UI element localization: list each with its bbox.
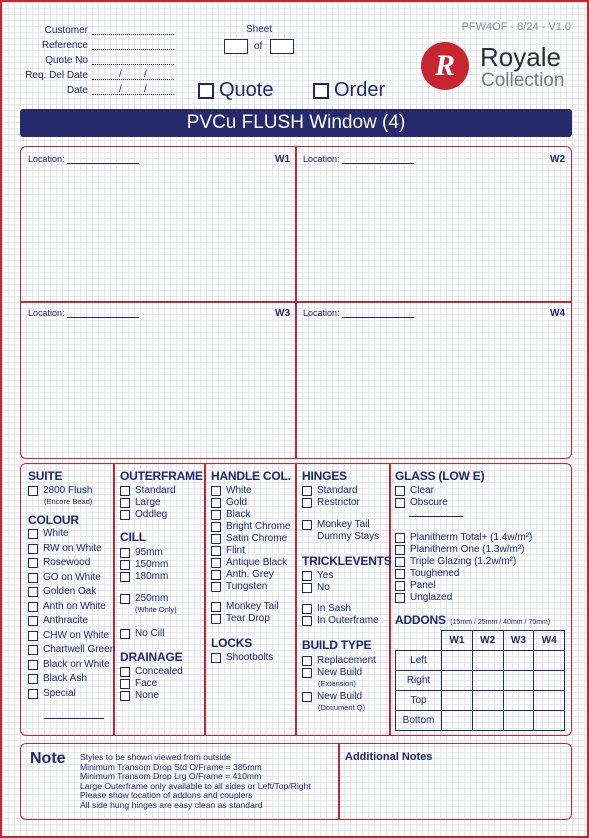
drainage-heading: DRAINAGE bbox=[120, 650, 183, 664]
notes-divider bbox=[338, 744, 340, 819]
colour-option[interactable] bbox=[28, 572, 115, 584]
checkbox[interactable] bbox=[120, 510, 130, 520]
addons-cell[interactable] bbox=[534, 671, 565, 691]
handle-option[interactable] bbox=[211, 581, 291, 593]
checkbox[interactable] bbox=[395, 486, 405, 496]
option-label: Large bbox=[135, 497, 161, 508]
option-label: Flint bbox=[226, 545, 245, 556]
option-label: Standard bbox=[317, 485, 358, 496]
option-label: Triple Glazing (1.2w/m²) bbox=[410, 556, 517, 567]
checkbox[interactable] bbox=[395, 593, 405, 603]
cill-group-2 bbox=[120, 593, 177, 615]
option-label: Yes bbox=[317, 570, 334, 581]
option-label: Oddleg bbox=[135, 509, 168, 520]
checkbox[interactable] bbox=[395, 498, 405, 508]
w3-label: W3 bbox=[275, 308, 290, 319]
customer-label: Customer bbox=[44, 25, 88, 36]
colour-option[interactable] bbox=[28, 586, 115, 598]
royale-logo-icon bbox=[421, 42, 469, 90]
option-label: Planitherm One (1.3w/m²) bbox=[410, 544, 525, 555]
build-option[interactable] bbox=[302, 691, 376, 703]
addons-col-header: W1 bbox=[442, 631, 473, 651]
column-divider bbox=[295, 464, 297, 735]
handle-option[interactable] bbox=[211, 557, 291, 569]
glass-other-line[interactable] bbox=[409, 516, 463, 517]
cill-heading: CILL bbox=[120, 530, 146, 544]
option-label: In Outerframe bbox=[317, 615, 379, 626]
build-note: (Extension) bbox=[318, 679, 356, 688]
colour-option[interactable] bbox=[28, 644, 115, 656]
note-lines bbox=[80, 753, 311, 810]
addons-row-header: Top bbox=[396, 691, 442, 711]
checkbox[interactable] bbox=[211, 653, 221, 663]
cill-option[interactable] bbox=[120, 593, 177, 605]
colour-heading: COLOUR bbox=[28, 513, 79, 527]
option-label: Monkey Tail bbox=[317, 519, 370, 530]
checkbox[interactable] bbox=[211, 534, 221, 544]
order-option[interactable] bbox=[313, 79, 385, 102]
addons-cell[interactable] bbox=[442, 691, 473, 711]
checkbox[interactable] bbox=[302, 692, 312, 702]
logo-letter: R bbox=[434, 49, 455, 82]
option-label: 95mm bbox=[135, 547, 163, 558]
outerframe-heading: OUTERFRAME bbox=[120, 469, 203, 483]
reference-field[interactable] bbox=[92, 41, 174, 50]
drainage-option[interactable] bbox=[120, 666, 183, 678]
suite-heading: SUITE bbox=[28, 469, 63, 483]
form-code: PFW4OF - 8/24 - V1.0 bbox=[461, 21, 571, 33]
checkbox[interactable] bbox=[120, 679, 130, 689]
trickle-heading: TRICKLEVENTS bbox=[302, 554, 392, 568]
hinges-extra bbox=[302, 519, 379, 543]
cill-option[interactable] bbox=[120, 547, 168, 559]
glass-option[interactable] bbox=[395, 568, 532, 580]
sheet-total-box[interactable] bbox=[270, 39, 294, 54]
addons-cell[interactable] bbox=[534, 711, 565, 731]
addons-col-header: W2 bbox=[472, 631, 503, 651]
option-label: Dummy Stays bbox=[317, 531, 380, 542]
outerframe-option[interactable] bbox=[120, 485, 203, 497]
handle-list bbox=[211, 485, 291, 593]
handle-option[interactable] bbox=[211, 509, 291, 521]
outerframe-list bbox=[120, 485, 203, 521]
note-line: Minimum Transom Drop Lrg O/Frame = 410mm bbox=[80, 771, 262, 781]
note-line: Styles to be shown viewed from outside bbox=[80, 752, 231, 762]
option-label: Special bbox=[43, 688, 76, 699]
addons-cell[interactable] bbox=[472, 711, 503, 731]
drainage-list bbox=[120, 666, 183, 702]
option-label: Standard bbox=[135, 485, 176, 496]
cill-note: (White Only) bbox=[135, 605, 177, 614]
handle-option[interactable] bbox=[211, 569, 291, 581]
drainage-option[interactable] bbox=[120, 678, 183, 690]
checkbox[interactable] bbox=[28, 587, 38, 597]
date-label: Date bbox=[66, 85, 88, 96]
checkbox[interactable] bbox=[28, 529, 38, 539]
colour-option[interactable] bbox=[28, 673, 115, 685]
checkbox[interactable] bbox=[302, 604, 312, 614]
addons-cell[interactable] bbox=[442, 671, 473, 691]
w3-location[interactable] bbox=[28, 308, 139, 318]
date-field[interactable] bbox=[92, 86, 174, 95]
checkbox[interactable] bbox=[120, 572, 130, 582]
note-line: Minimum Transom Drop Std O/Frame = 385mm bbox=[80, 761, 262, 772]
option-label: Black Ash bbox=[43, 673, 87, 684]
option-label: Chartwell Green bbox=[43, 644, 116, 655]
page-title: PVCu FLUSH Window (4) bbox=[186, 112, 406, 133]
option-label: Golden Oak bbox=[43, 586, 97, 597]
trickle-option[interactable] bbox=[302, 582, 392, 594]
checkbox[interactable] bbox=[120, 667, 130, 677]
location-label: Location: bbox=[303, 154, 340, 164]
checkbox[interactable] bbox=[302, 656, 312, 666]
title-bar bbox=[20, 109, 572, 137]
checkbox[interactable] bbox=[28, 645, 38, 655]
locks-option[interactable] bbox=[211, 652, 273, 664]
addons-cell[interactable] bbox=[503, 711, 534, 731]
checkbox[interactable] bbox=[28, 544, 38, 554]
special-colour-line[interactable] bbox=[44, 718, 104, 719]
checkbox[interactable] bbox=[28, 631, 38, 641]
hinges-option[interactable] bbox=[302, 519, 379, 531]
option-label: Concealed bbox=[135, 666, 183, 677]
sheet-number-box[interactable] bbox=[224, 39, 248, 54]
option-label: Gold bbox=[226, 497, 248, 508]
checkbox[interactable] bbox=[302, 616, 312, 626]
order-label: Order bbox=[334, 79, 386, 101]
quote-option[interactable] bbox=[198, 79, 273, 102]
option-label: Shootbolts bbox=[226, 652, 274, 663]
cill-option[interactable] bbox=[120, 628, 164, 640]
addons-row-header: Left bbox=[396, 651, 442, 671]
option-label: Bright Chrome bbox=[226, 521, 291, 532]
date-separator: / bbox=[119, 84, 122, 95]
addons-sizes: (15mm / 25mm / 40mm / 70mm) bbox=[450, 619, 551, 626]
cill-option[interactable] bbox=[120, 559, 168, 571]
brand-sub: Collection bbox=[481, 70, 565, 91]
checkbox[interactable] bbox=[120, 560, 130, 570]
option-label: Satin Chrome bbox=[226, 533, 288, 544]
handle-extra bbox=[211, 601, 279, 625]
checkbox[interactable] bbox=[302, 520, 312, 530]
option-label: Tungsten bbox=[226, 581, 268, 592]
reference-label: Reference bbox=[41, 40, 88, 51]
checkbox[interactable] bbox=[28, 573, 38, 583]
checkbox[interactable] bbox=[211, 510, 221, 520]
column-divider bbox=[389, 464, 391, 735]
checkbox[interactable] bbox=[211, 558, 221, 568]
addons-col-header: W4 bbox=[534, 631, 565, 651]
option-label: No Cill bbox=[135, 628, 165, 639]
note-line: All side hung hinges are easy clean as standard bbox=[80, 799, 263, 810]
locks-section bbox=[211, 636, 273, 664]
colour-option[interactable] bbox=[28, 601, 115, 613]
checkbox[interactable] bbox=[120, 594, 130, 604]
checkbox[interactable] bbox=[120, 486, 130, 496]
order-checkbox[interactable] bbox=[313, 83, 329, 99]
additional-notes-area[interactable] bbox=[345, 766, 567, 816]
handle-option[interactable] bbox=[211, 601, 279, 613]
date-separator: / bbox=[144, 69, 147, 80]
option-label: Replacement bbox=[317, 655, 376, 666]
glass-more bbox=[395, 532, 532, 604]
option-label: RW on White bbox=[43, 543, 102, 554]
checkbox[interactable] bbox=[28, 689, 38, 699]
option-label: In Sash bbox=[317, 603, 351, 614]
build-option[interactable] bbox=[302, 655, 376, 667]
option-label: Face bbox=[135, 678, 158, 689]
checkbox[interactable] bbox=[211, 486, 221, 496]
checkbox[interactable] bbox=[395, 557, 405, 567]
note-heading: Note bbox=[30, 750, 66, 767]
outerframe-option[interactable] bbox=[120, 509, 203, 521]
colour-option[interactable] bbox=[28, 630, 115, 642]
option-label: Panel bbox=[410, 580, 436, 591]
drainage-option[interactable] bbox=[120, 690, 183, 702]
option-label: Anthracite bbox=[43, 615, 89, 626]
checkbox[interactable] bbox=[302, 583, 312, 593]
checkbox[interactable] bbox=[211, 498, 221, 508]
glass-section bbox=[395, 469, 484, 509]
option-label: 180mm bbox=[135, 571, 169, 582]
addons-cell[interactable] bbox=[503, 691, 534, 711]
w1-label: W1 bbox=[275, 154, 290, 165]
checkbox[interactable] bbox=[211, 546, 221, 556]
colour-option[interactable] bbox=[28, 557, 115, 569]
addons-col-header: W3 bbox=[503, 631, 534, 651]
date-separator: / bbox=[119, 69, 122, 80]
addons-cell[interactable] bbox=[472, 651, 503, 671]
location-label: Location: bbox=[28, 154, 65, 164]
addons-cell[interactable] bbox=[503, 651, 534, 671]
hinges-option bbox=[317, 531, 379, 543]
addons-heading: ADDONS bbox=[395, 613, 446, 627]
option-label: Clear bbox=[410, 485, 434, 496]
w1-location[interactable] bbox=[28, 154, 139, 164]
column-divider bbox=[204, 464, 206, 735]
option-label: Obscure bbox=[410, 497, 448, 508]
glass-heading: GLASS (LOW E) bbox=[395, 469, 485, 483]
option-label: No bbox=[317, 582, 330, 593]
option-label: 2800 Flush bbox=[43, 485, 93, 496]
option-label: Tear Drop bbox=[226, 613, 270, 624]
handle-option[interactable] bbox=[211, 533, 291, 545]
quote-checkbox[interactable] bbox=[198, 83, 214, 99]
hinges-option[interactable] bbox=[302, 497, 360, 509]
handle-heading: HANDLE COL. bbox=[211, 469, 291, 483]
option-label: Unglazed bbox=[410, 592, 453, 603]
checkbox[interactable] bbox=[211, 602, 221, 612]
checkbox[interactable] bbox=[302, 668, 312, 678]
checkbox[interactable] bbox=[28, 486, 38, 496]
handle-section bbox=[211, 469, 291, 593]
colour-list bbox=[28, 528, 115, 700]
w4-label: W4 bbox=[550, 308, 565, 319]
panel-divider-v bbox=[295, 147, 297, 458]
location-label: Location: bbox=[28, 308, 65, 318]
addons-cell[interactable] bbox=[534, 691, 565, 711]
quote-no-label: Quote No bbox=[45, 55, 88, 66]
quote-label: Quote bbox=[219, 79, 274, 101]
addons-cell[interactable] bbox=[442, 651, 473, 671]
glass-option[interactable] bbox=[395, 497, 484, 509]
checkbox[interactable] bbox=[211, 570, 221, 580]
option-label: None bbox=[135, 690, 159, 701]
checkbox[interactable] bbox=[211, 582, 221, 592]
req-del-date-label: Req. Del Date bbox=[25, 70, 88, 81]
colour-option[interactable] bbox=[28, 659, 115, 671]
brand-name: Royale bbox=[480, 42, 561, 72]
trickle-option[interactable] bbox=[302, 603, 379, 615]
checkbox[interactable] bbox=[302, 571, 312, 581]
date-separator: / bbox=[144, 84, 147, 95]
trickle-section bbox=[302, 554, 392, 594]
glass-option[interactable] bbox=[395, 592, 532, 604]
handle-option[interactable] bbox=[211, 545, 291, 557]
build-note: (Document Q) bbox=[318, 703, 366, 712]
hinges-section bbox=[302, 469, 360, 509]
option-label: Monkey Tail bbox=[226, 601, 279, 612]
glass-option[interactable] bbox=[395, 556, 532, 568]
suite-option[interactable] bbox=[28, 485, 115, 497]
checkbox[interactable] bbox=[395, 545, 405, 555]
checkbox[interactable] bbox=[395, 581, 405, 591]
option-label: White bbox=[43, 528, 69, 539]
build-section bbox=[302, 638, 376, 713]
colour-option[interactable] bbox=[28, 615, 115, 627]
w2-label: W2 bbox=[550, 154, 565, 165]
checkbox[interactable] bbox=[28, 674, 38, 684]
note-line: Large Outerframe only available to all sides or Left/Top/Right bbox=[80, 780, 311, 791]
trickle-extra bbox=[302, 603, 379, 627]
checkbox[interactable] bbox=[28, 558, 38, 568]
checkbox[interactable] bbox=[28, 616, 38, 626]
addons-row-header: Bottom bbox=[396, 711, 442, 731]
outerframe-option[interactable] bbox=[120, 497, 203, 509]
build-option[interactable] bbox=[302, 667, 376, 679]
quote-no-field[interactable] bbox=[92, 56, 174, 65]
checkbox[interactable] bbox=[395, 569, 405, 579]
cill-option[interactable] bbox=[120, 571, 168, 583]
checkbox[interactable] bbox=[302, 498, 312, 508]
hinges-option[interactable] bbox=[302, 485, 360, 497]
trickle-option[interactable] bbox=[302, 570, 392, 582]
option-label: GO on White bbox=[43, 572, 101, 583]
colour-option[interactable] bbox=[28, 543, 115, 555]
option-label: Restrictor bbox=[317, 497, 360, 508]
option-label: Rosewood bbox=[43, 557, 91, 568]
option-label: Planitherm Total+ (1.4w/m²) bbox=[410, 532, 533, 543]
w2-location[interactable] bbox=[303, 154, 414, 164]
customer-field[interactable] bbox=[92, 26, 174, 35]
glass-option[interactable] bbox=[395, 580, 532, 592]
option-label: Black bbox=[226, 509, 251, 520]
glass-option[interactable] bbox=[395, 532, 532, 544]
handle-option[interactable] bbox=[211, 521, 291, 533]
req-del-date-field[interactable] bbox=[92, 71, 174, 80]
option-label: New Build bbox=[317, 667, 363, 678]
trickle-option[interactable] bbox=[302, 615, 379, 627]
option-label: Antique Black bbox=[226, 557, 288, 568]
colour-option[interactable] bbox=[28, 688, 115, 700]
build-heading: BUILD TYPE bbox=[302, 638, 372, 652]
location-label: Location: bbox=[303, 308, 340, 318]
colour-option[interactable] bbox=[28, 528, 115, 540]
of-label: of bbox=[254, 41, 263, 52]
addons-cell[interactable] bbox=[503, 671, 534, 691]
addons-corner bbox=[396, 631, 442, 651]
panel-divider-h bbox=[21, 301, 571, 303]
additional-notes-label: Additional Notes bbox=[345, 751, 433, 763]
option-label: New Build bbox=[317, 691, 363, 702]
checkbox[interactable] bbox=[120, 498, 130, 508]
w4-location[interactable] bbox=[303, 308, 414, 318]
option-label: Black on White bbox=[43, 659, 110, 670]
addons-cell[interactable] bbox=[442, 711, 473, 731]
cill-group-3 bbox=[120, 628, 164, 640]
cill-group-1 bbox=[120, 547, 168, 583]
drainage-section bbox=[120, 650, 183, 702]
checkbox[interactable] bbox=[28, 660, 38, 670]
handle-option[interactable] bbox=[211, 485, 291, 497]
addons-cell[interactable] bbox=[472, 671, 503, 691]
option-label: CHW on White bbox=[43, 630, 110, 641]
option-label: 150mm bbox=[135, 559, 169, 570]
sheet-label: Sheet bbox=[246, 24, 273, 35]
addons-row-header: Right bbox=[396, 671, 442, 691]
checkbox[interactable] bbox=[211, 522, 221, 532]
addons-header bbox=[395, 611, 550, 629]
checkbox[interactable] bbox=[120, 691, 130, 701]
suite-section bbox=[28, 469, 115, 700]
checkbox[interactable] bbox=[395, 533, 405, 543]
addons-cell[interactable] bbox=[472, 691, 503, 711]
handle-option[interactable] bbox=[211, 497, 291, 509]
suite-note: (Encore Bead) bbox=[44, 497, 93, 506]
addons-table bbox=[395, 630, 565, 731]
checkbox[interactable] bbox=[120, 548, 130, 558]
cill-section bbox=[120, 530, 146, 544]
note-line: Please show location of addons and couplers bbox=[80, 790, 253, 800]
checkbox[interactable] bbox=[302, 486, 312, 496]
glass-option[interactable] bbox=[395, 485, 484, 497]
handle-option[interactable] bbox=[211, 613, 279, 625]
option-label: Toughened bbox=[410, 568, 460, 579]
locks-heading: LOCKS bbox=[211, 636, 253, 650]
glass-option[interactable] bbox=[395, 544, 532, 556]
option-label: White bbox=[226, 485, 252, 496]
checkbox[interactable] bbox=[120, 629, 130, 639]
option-label: Anth on White bbox=[43, 601, 106, 612]
option-label: Anth. Grey bbox=[226, 569, 274, 580]
checkbox[interactable] bbox=[211, 614, 221, 624]
hinges-heading: HINGES bbox=[302, 469, 347, 483]
addons-cell[interactable] bbox=[534, 651, 565, 671]
outerframe-section bbox=[120, 469, 203, 521]
checkbox[interactable] bbox=[28, 602, 38, 612]
option-label: 250mm bbox=[135, 593, 169, 604]
